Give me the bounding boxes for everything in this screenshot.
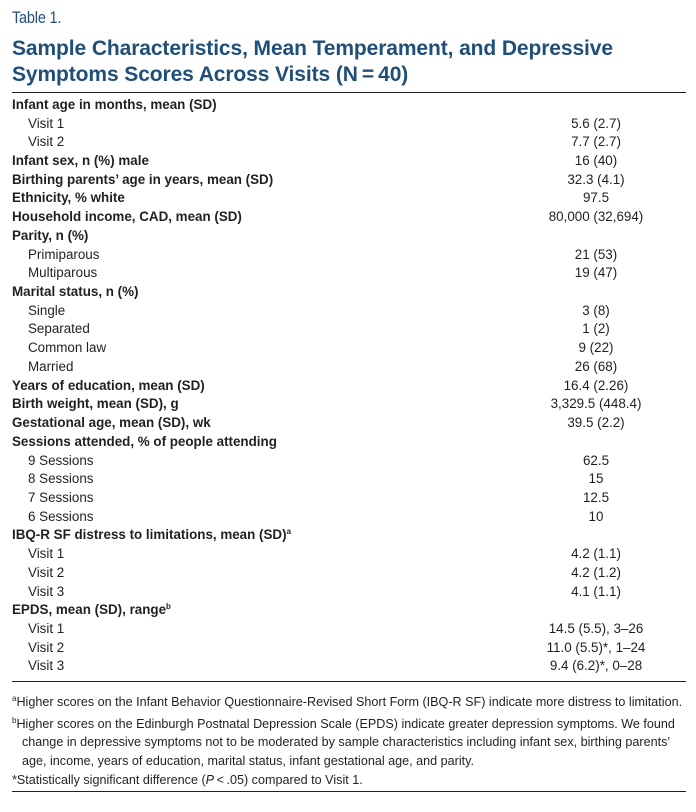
row-label-text: 7 Sessions <box>28 489 94 505</box>
table-row <box>12 189 686 208</box>
row-label <box>12 584 486 599</box>
footnote-marker: a <box>286 527 292 537</box>
table-row <box>12 488 686 507</box>
table-row <box>12 657 686 676</box>
row-value: 5.6 (2.7) <box>571 115 621 131</box>
table-title: Sample Characteristics, Mean Temperament, and Depressive Symptoms Scores Across Visits (N = 40) <box>12 37 613 86</box>
row-value: 62.5 <box>582 452 610 468</box>
row-label <box>12 359 486 374</box>
row-value: 32.3 (4.1) <box>567 171 625 187</box>
row-value: 97.5 <box>582 190 610 206</box>
row-label-text: 8 Sessions <box>28 471 94 487</box>
row-label <box>12 247 486 262</box>
row-label <box>12 415 486 430</box>
table-body <box>12 95 686 675</box>
row-label-text: Visit 3 <box>28 583 65 599</box>
table-row <box>12 526 686 545</box>
table-row <box>12 320 686 339</box>
row-label-text: Sessions attended, % of people attending <box>12 433 277 449</box>
table-row <box>12 432 686 451</box>
table-row <box>12 357 686 376</box>
footnote-marker: b <box>166 602 171 612</box>
table-row <box>12 338 686 357</box>
row-label-text: Multiparous <box>28 265 98 281</box>
table-row <box>12 207 686 226</box>
footnote-marker: b <box>12 715 17 725</box>
row-label <box>12 284 486 299</box>
table-row <box>12 263 686 282</box>
footnote-text: *Statistically significant difference ( <box>12 772 206 787</box>
row-label <box>12 303 486 318</box>
footnote-text: Higher scores on the Edinburgh Postnatal Depression Scale (EPDS) indicate greater depression symptoms. We found change in depressive symptoms not to be moderated by sample characteristics including infant sex, birthing parents’ age, income, years of education, marital status, infant gestational age, and parity. <box>16 716 675 769</box>
row-label <box>12 546 486 561</box>
row-label <box>12 97 486 112</box>
table-row <box>12 376 686 395</box>
row-label-text: Visit 2 <box>28 134 65 150</box>
row-value: 7.7 (2.7) <box>571 134 621 150</box>
table-row <box>12 245 686 264</box>
row-label-text: IBQ-R SF distress to limitations, mean (SD) <box>12 527 287 543</box>
row-value: 80,000 (32,694) <box>548 209 644 225</box>
row-value: 14.5 (5.5), 3–26 <box>548 620 644 636</box>
row-label <box>12 172 486 187</box>
row-label <box>12 396 486 411</box>
row-label <box>12 228 486 243</box>
row-value: 1 (2) <box>582 321 610 337</box>
table-row <box>12 413 686 432</box>
table-row <box>12 395 686 414</box>
bottom-rule <box>12 791 686 792</box>
row-label <box>12 434 486 449</box>
row-label-text: Visit 3 <box>28 658 65 674</box>
row-label-text: EPDS, mean (SD), range <box>12 602 167 618</box>
row-label-text: Common law <box>28 340 107 356</box>
row-label-text: Marital status, n (%) <box>12 284 139 300</box>
footnote-rule <box>12 681 686 682</box>
table-container <box>12 6 686 792</box>
row-label-text: Infant sex, n (%) male <box>12 153 149 169</box>
row-value: 4.2 (1.1) <box>571 546 621 562</box>
row-label <box>12 134 486 149</box>
row-label-text: Visit 2 <box>28 564 65 580</box>
row-value: 19 (47) <box>574 265 618 281</box>
footnote-italic-symbol: P <box>205 772 215 787</box>
row-label-text: Infant age in months, mean (SD) <box>12 96 217 112</box>
row-label <box>12 340 486 355</box>
top-rule <box>12 92 686 93</box>
footnote-marker: a <box>12 694 17 704</box>
table-row <box>12 600 686 619</box>
table-row <box>12 170 686 189</box>
row-label <box>12 209 486 224</box>
row-label-text: 9 Sessions <box>28 452 94 468</box>
table-row <box>12 563 686 582</box>
footnote <box>12 690 686 712</box>
row-label-text: Primiparous <box>28 246 100 262</box>
row-value: 12.5 <box>582 489 610 505</box>
row-value: 16.4 (2.26) <box>563 377 629 393</box>
row-label <box>12 602 486 617</box>
footnote-text: Higher scores on the Infant Behavior Questionnaire-Revised Short Form (IBQ-R SF) indicate more distress to limitation. <box>16 695 683 710</box>
row-label-text: Separated <box>28 321 90 337</box>
row-label-text: Household income, CAD, mean (SD) <box>12 209 242 225</box>
row-label-text: Visit 1 <box>28 620 65 636</box>
table-row <box>12 638 686 657</box>
row-label <box>12 453 486 468</box>
row-label-text: 6 Sessions <box>28 508 94 524</box>
table-row <box>12 582 686 601</box>
row-value: 4.2 (1.2) <box>571 564 621 580</box>
table-row <box>12 507 686 526</box>
row-value: 39.5 (2.2) <box>567 415 625 431</box>
row-value: 26 (68) <box>574 358 618 374</box>
row-label <box>12 640 486 655</box>
row-label-text: Married <box>28 358 74 374</box>
table-row <box>12 282 686 301</box>
footnotes <box>12 690 686 789</box>
row-value: 11.0 (5.5)*, 1–24 <box>546 639 646 655</box>
row-label <box>12 321 486 336</box>
row-value: 16 (40) <box>574 153 618 169</box>
table-row <box>12 151 686 170</box>
row-label <box>12 153 486 168</box>
row-label <box>12 658 486 673</box>
row-label-text: Gestational age, mean (SD), wk <box>12 415 211 431</box>
row-label <box>12 565 486 580</box>
row-value: 9.4 (6.2)*, 0–28 <box>549 658 643 674</box>
table-row <box>12 301 686 320</box>
row-label <box>12 190 486 205</box>
table-row <box>12 544 686 563</box>
table-label: Table 1. <box>12 8 62 27</box>
row-label <box>12 621 486 636</box>
row-value: 10 <box>588 508 604 524</box>
row-label-text: Birth weight, mean (SD), g <box>12 396 179 412</box>
row-label-text: Birthing parents’ age in years, mean (SD) <box>12 171 274 187</box>
row-label-text: Visit 1 <box>28 115 65 131</box>
row-value: 15 <box>588 471 604 487</box>
table-row <box>12 95 686 114</box>
row-label-text: Visit 2 <box>28 639 65 655</box>
row-label-text: Years of education, mean (SD) <box>12 377 205 393</box>
row-value: 9 (22) <box>578 340 614 356</box>
row-label <box>12 265 486 280</box>
footnote <box>12 771 686 790</box>
table-row <box>12 469 686 488</box>
table-row <box>12 619 686 638</box>
row-label <box>12 116 486 131</box>
row-value: 21 (53) <box>574 246 618 262</box>
row-label <box>12 509 486 524</box>
row-label <box>12 490 486 505</box>
row-label-text: Single <box>28 302 66 318</box>
table-row <box>12 226 686 245</box>
table-row <box>12 114 686 133</box>
row-label-text: Ethnicity, % white <box>12 190 125 206</box>
footnote <box>12 712 686 771</box>
row-label <box>12 378 486 393</box>
table-row <box>12 451 686 470</box>
row-label-text: Visit 1 <box>28 546 65 562</box>
row-label-text: Parity, n (%) <box>12 227 89 243</box>
row-label <box>12 471 486 486</box>
table-row <box>12 132 686 151</box>
row-value: 3 (8) <box>582 302 610 318</box>
row-label <box>12 527 486 542</box>
footnote-text: < .05) compared to Visit 1. <box>214 772 363 787</box>
row-value: 4.1 (1.1) <box>571 583 621 599</box>
row-value: 3,329.5 (448.4) <box>550 396 642 412</box>
